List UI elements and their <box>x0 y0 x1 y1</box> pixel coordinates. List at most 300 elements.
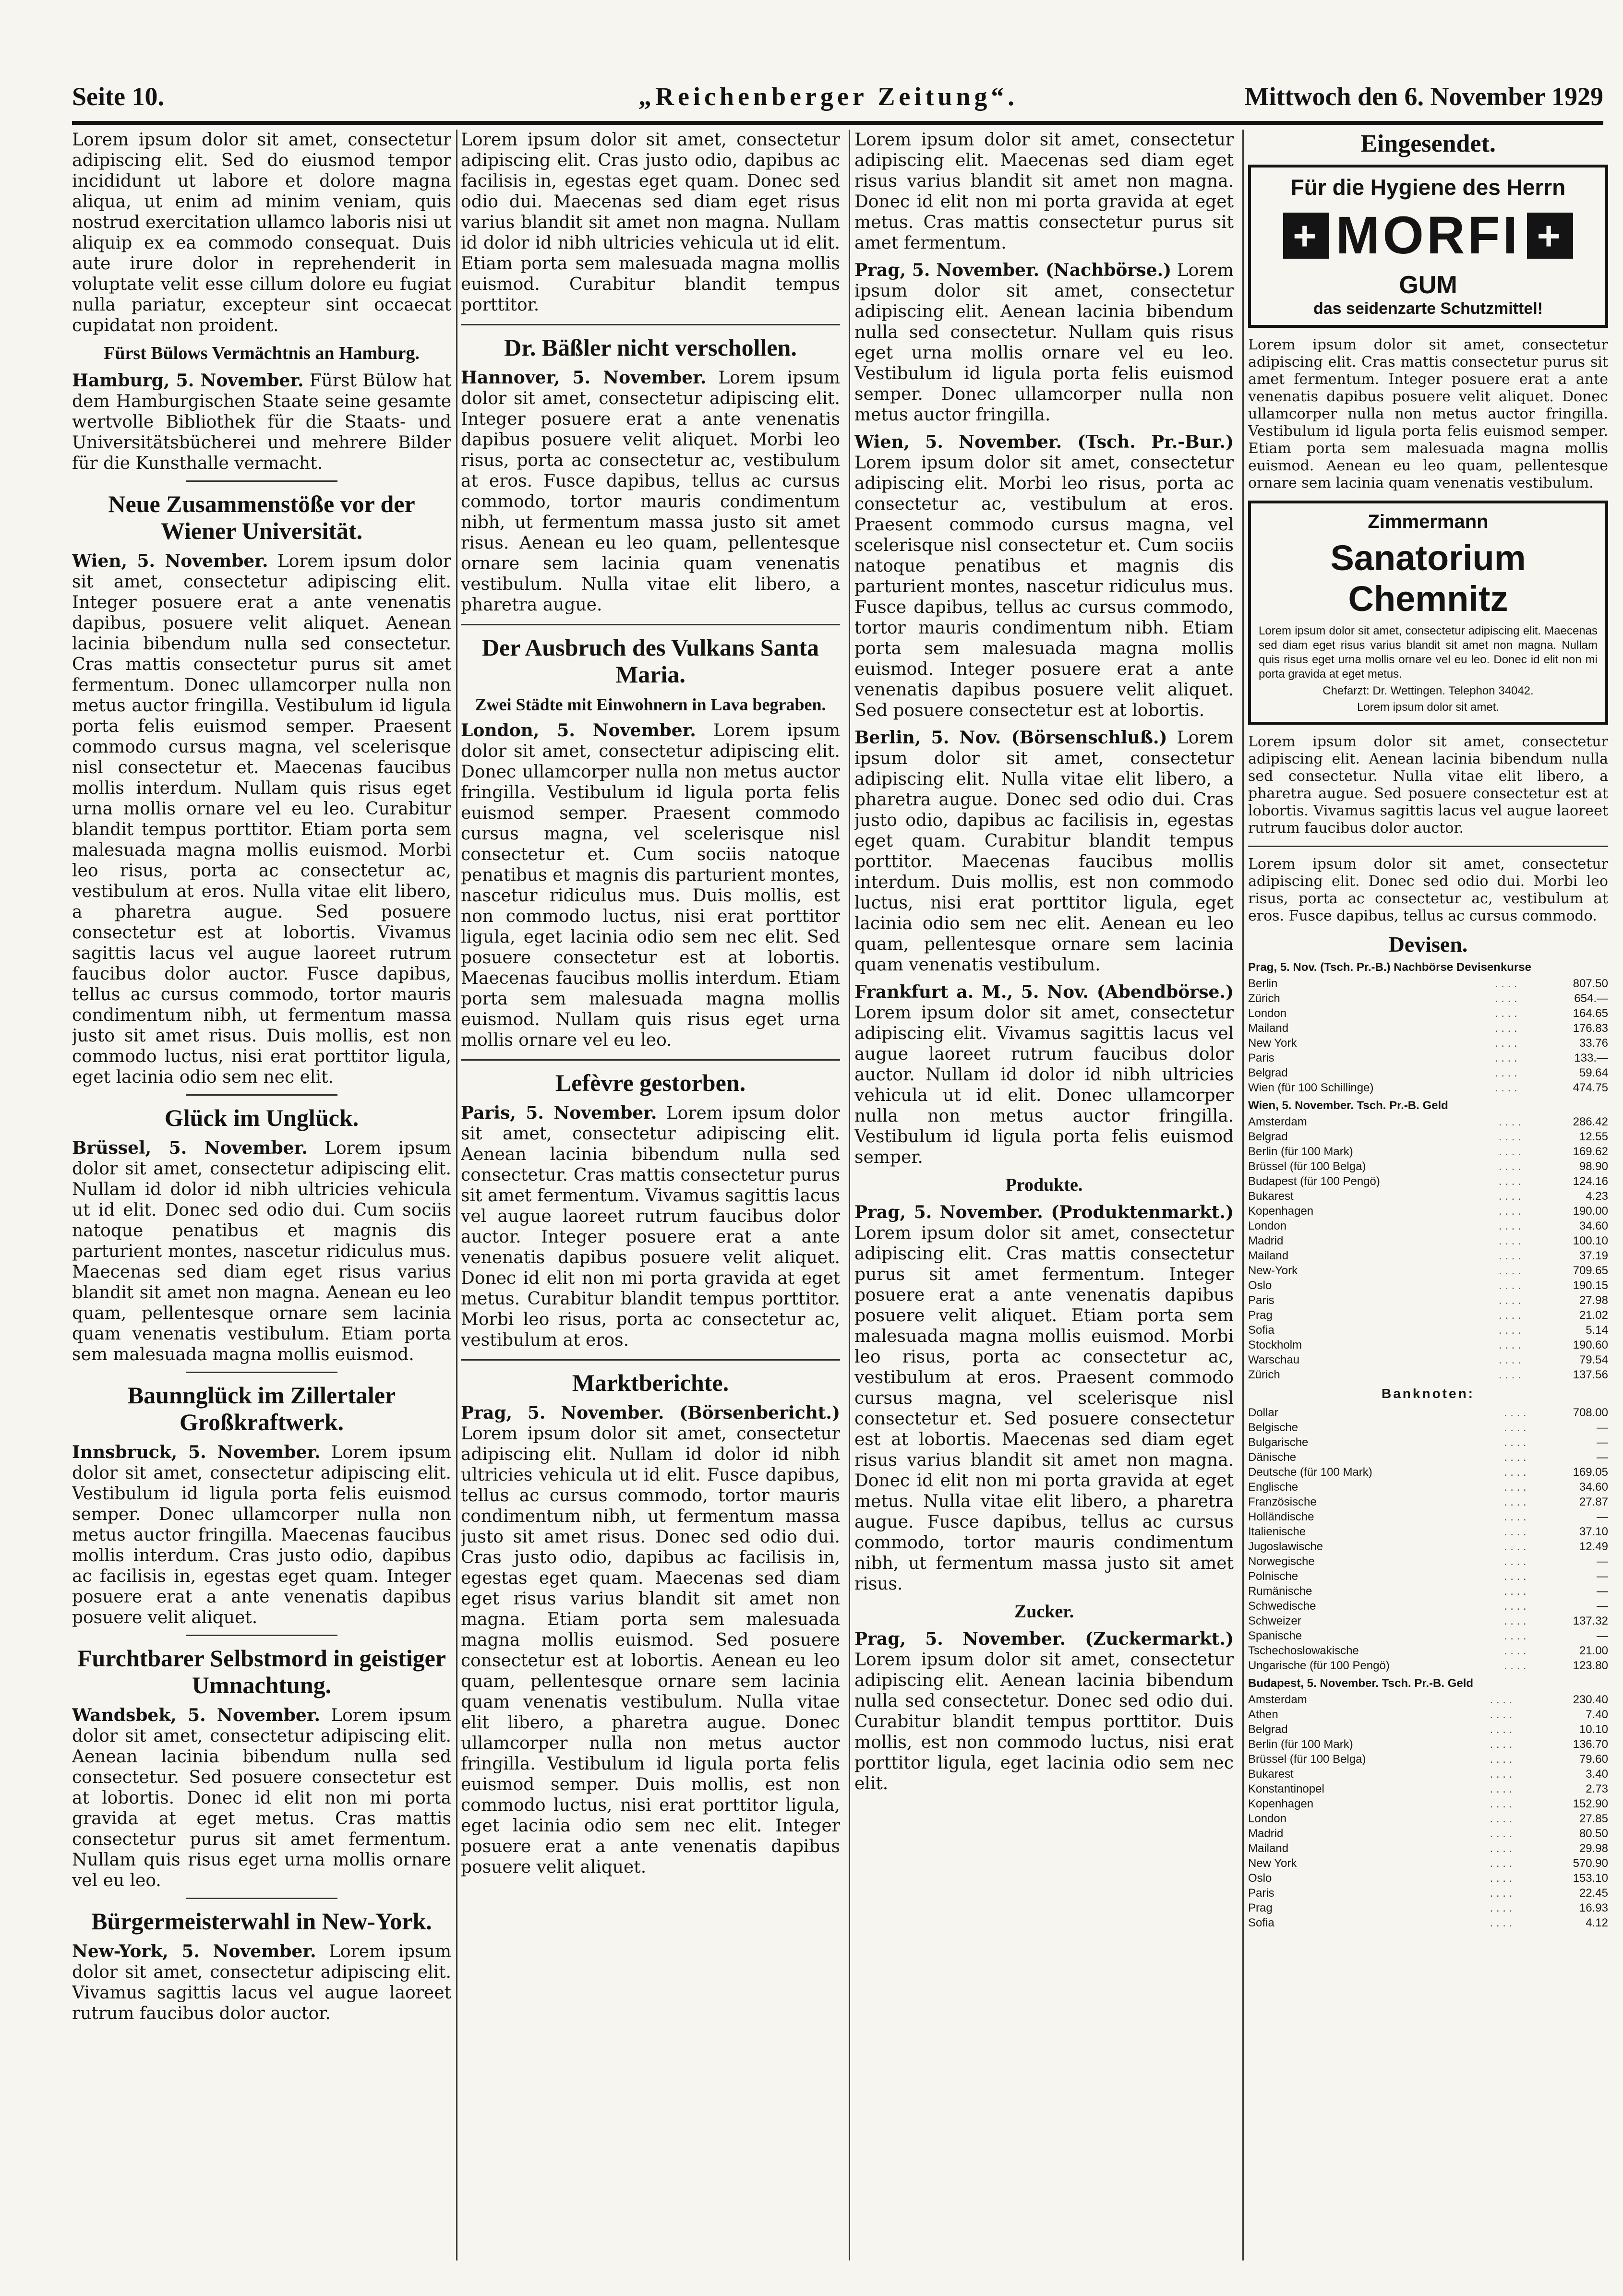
rate-row <box>1248 1435 1608 1450</box>
rate-row <box>1248 1114 1608 1129</box>
article-text <box>854 1202 1234 1594</box>
leader-dots: . . . . <box>1490 1753 1513 1766</box>
currency-name: Spanische <box>1248 1629 1302 1642</box>
currency-name: Dollar <box>1248 1406 1278 1419</box>
leader-dots: . . . . <box>1498 1205 1521 1218</box>
article-subheadline: Zwei Städte mit Einwohnern in Lava begraben. <box>475 695 826 714</box>
rate-row <box>1248 1233 1608 1248</box>
currency-name: Mailand <box>1248 1022 1289 1035</box>
rate-value: 654.— <box>1574 992 1608 1005</box>
leader-dots: . . . . <box>1490 1872 1513 1885</box>
leader-dots: . . . . <box>1503 1585 1527 1598</box>
ad-body: Lorem ipsum dolor sit amet, consectetur adipiscing elit. Maecenas sed diam eget risus varius blandit sit amet non magna. Nullam quis risus eget urna mollis ornare vel eu leo. Donec id elit non mi porta gravida at eget metus. <box>1259 624 1598 681</box>
leader-dots: . . . . <box>1494 1037 1517 1050</box>
issue-date: Mittwoch den 6. November 1929 <box>1244 82 1603 111</box>
ad-brand-name: MORFI <box>1335 206 1521 265</box>
rate-value: 21.02 <box>1579 1309 1608 1322</box>
masthead <box>72 77 1603 120</box>
rate-row <box>1248 1219 1608 1233</box>
rate-value: — <box>1597 1600 1608 1613</box>
column-rule <box>1242 130 1244 2260</box>
leader-dots: . . . . <box>1503 1644 1527 1657</box>
notice-text: Lorem ipsum dolor sit amet, consectetur adipiscing elit. Donec sed odio dui. Morbi leo risus, porta ac consectetur ac, vestibulum at eros. Fusce dapibus, tellus ac cursus commodo. <box>1248 856 1608 924</box>
leader-dots: . . . . <box>1494 1007 1517 1020</box>
leader-dots: . . . . <box>1498 1190 1521 1203</box>
section-headline: Devisen. <box>1388 932 1468 957</box>
rate-value: — <box>1597 1421 1608 1434</box>
rate-row <box>1248 1524 1608 1539</box>
leader-dots: . . . . <box>1503 1629 1527 1642</box>
leader-dots: . . . . <box>1490 1708 1513 1721</box>
dateline: Wien, 5. November. (Tsch. Pr.-Bur.) <box>854 432 1234 452</box>
currency-name: Tschechoslowakische <box>1248 1644 1359 1657</box>
divider <box>186 1094 337 1096</box>
rate-row <box>1248 1293 1608 1308</box>
leader-dots: . . . . <box>1494 992 1517 1005</box>
notice-text: Lorem ipsum dolor sit amet, consectetur adipiscing elit. Cras mattis consectetur purus sit amet fermentum. Integer posuere erat a ante venenatis dapibus posuere velit aliquet. Donec ullamcorper nulla non metus auctor fringilla. Vestibulum id ligula porta felis euismod semper. Etiam porta sem malesuada magna mollis euismod. Aenean eu leo quam, pellentesque ornare sem lacinia quam venenatis vestibulum. <box>1248 336 1608 491</box>
leader-dots: . . . . <box>1490 1693 1513 1706</box>
rate-row <box>1248 1841 1608 1856</box>
rate-row <box>1248 1871 1608 1886</box>
section-headline: Produkte. <box>1005 1175 1083 1195</box>
article-body: Lorem ipsum dolor sit amet, consectetur adipiscing elit. Vivamus sagittis lacus vel augue laoreet rutrum faucibus dolor auctor. Nullam id dolor id nibh ultricies vehicula ut id elit. Donec ullamcorper nulla non metus auctor fringilla. Vestibulum id ligula porta felis euismod semper. <box>854 1003 1234 1167</box>
ad-brand <box>1258 205 1599 266</box>
rate-row <box>1248 1308 1608 1323</box>
rate-value: 10.10 <box>1579 1723 1608 1736</box>
rate-row <box>1248 1643 1608 1658</box>
leader-dots: . . . . <box>1494 977 1517 990</box>
rate-value: 80.50 <box>1579 1827 1608 1840</box>
article-text <box>854 982 1234 1168</box>
rate-value: 5.14 <box>1586 1324 1608 1337</box>
leader-dots: . . . . <box>1498 1220 1521 1232</box>
rate-value: 4.12 <box>1586 1916 1608 1929</box>
leader-dots: . . . . <box>1490 1738 1513 1751</box>
dateline: Brüssel, 5. November. <box>72 1138 308 1158</box>
column-3 <box>854 130 1234 1801</box>
rate-value: 190.15 <box>1573 1279 1608 1292</box>
article-text <box>72 551 451 1088</box>
leader-dots: . . . . <box>1490 1857 1513 1870</box>
ad-tagline: das seidenzarte Schutzmittel! <box>1313 299 1543 318</box>
rate-row <box>1248 1159 1608 1174</box>
dateline: Frankfurt a. M., 5. Nov. (Abendbörse.) <box>854 982 1234 1002</box>
rate-value: 37.19 <box>1579 1249 1608 1262</box>
rate-value: 708.00 <box>1573 1406 1608 1419</box>
rate-row <box>1248 1707 1608 1722</box>
rate-value: 34.60 <box>1579 1220 1608 1232</box>
rate-row <box>1248 1323 1608 1338</box>
currency-name: Rumänische <box>1248 1585 1312 1598</box>
leader-dots: . . . . <box>1498 1309 1521 1322</box>
currency-name: New York <box>1248 1857 1297 1870</box>
leader-dots: . . . . <box>1490 1916 1513 1929</box>
rate-row <box>1248 1174 1608 1189</box>
column-rule <box>849 130 850 2260</box>
rate-row <box>1248 1554 1608 1569</box>
currency-name: Belgische <box>1248 1421 1298 1434</box>
rate-value: 79.60 <box>1579 1753 1608 1766</box>
currency-name: Brüssel (für 100 Belga) <box>1248 1753 1366 1766</box>
rate-value: — <box>1597 1510 1608 1523</box>
leader-dots: . . . . <box>1498 1353 1521 1366</box>
rate-row <box>1248 1278 1608 1293</box>
rate-row <box>1248 991 1608 1006</box>
rate-row <box>1248 1722 1608 1737</box>
rates-table-prag <box>1248 976 1608 1095</box>
rate-row <box>1248 1051 1608 1065</box>
currency-name: Warschau <box>1248 1353 1300 1366</box>
currency-name: Konstantinopel <box>1248 1782 1324 1795</box>
rate-row <box>1248 1539 1608 1554</box>
rate-value: — <box>1597 1585 1608 1598</box>
ad-product: GUM <box>1399 271 1457 299</box>
currency-name: Polnische <box>1248 1570 1298 1583</box>
currency-name: Dänische <box>1248 1451 1297 1464</box>
rate-row <box>1248 1886 1608 1901</box>
rate-row <box>1248 1614 1608 1628</box>
leader-dots: . . . . <box>1498 1279 1521 1292</box>
currency-name: Budapest (für 100 Pengö) <box>1248 1175 1380 1188</box>
leader-dots: . . . . <box>1498 1339 1521 1351</box>
leader-dots: . . . . <box>1503 1451 1527 1464</box>
advertisement-morfi <box>1248 165 1608 328</box>
rate-value: 474.75 <box>1573 1081 1608 1094</box>
article-text <box>72 1442 451 1628</box>
leader-dots: . . . . <box>1503 1510 1527 1523</box>
rate-row <box>1248 976 1608 991</box>
masthead-rule <box>72 121 1603 125</box>
column-4 <box>1248 130 1608 1930</box>
currency-name: Englische <box>1248 1481 1298 1494</box>
currency-name: Belgrad <box>1248 1066 1288 1079</box>
currency-name: Bulgarische <box>1248 1436 1309 1449</box>
rate-row <box>1248 1036 1608 1051</box>
article-headline: Fürst Bülows Vermächtnis an Hamburg. <box>104 343 420 363</box>
article-body: Lorem ipsum dolor sit amet, consectetur adipiscing elit. Donec ullamcorper nulla non metus auctor fringilla. Vestibulum id ligula porta felis euismod semper. Praesent commodo cursus magna, vel scelerisque nisl consectetur et. Cum sociis natoque penatibus et magnis dis parturient montes, nascetur ridiculus mus. Duis mollis, est non commodo luctus, nisi erat porttitor ligula, eget lacinia odio sem nec elit. Sed posuere consectetur est at lobortis. Maecenas faucibus mollis interdum. Etiam porta sem malesuada magna mollis euismod. Nullam quis risus eget urna mollis ornare vel eu leo. <box>461 721 840 1050</box>
ad-footer: Lorem ipsum dolor sit amet. <box>1357 701 1500 714</box>
currency-name: Berlin (für 100 Mark) <box>1248 1145 1353 1158</box>
rate-value: — <box>1597 1436 1608 1449</box>
rate-value: 164.65 <box>1573 1007 1608 1020</box>
currency-name: Mailand <box>1248 1842 1289 1855</box>
divider <box>186 480 337 482</box>
rate-value: 27.98 <box>1579 1294 1608 1307</box>
rates-table-budapest <box>1248 1692 1608 1930</box>
leader-dots: . . . . <box>1490 1887 1513 1900</box>
currency-name: Schwedische <box>1248 1600 1316 1613</box>
article-body: Lorem ipsum dolor sit amet, consectetur adipiscing elit. Aenean lacinia bibendum nulla sed consectetur. Sed posuere consectetur est at lobortis. Donec id elit non mi porta gravida at eget metus. Cras mattis consectetur purus sit amet fermentum. Nullam quis risus eget urna mollis ornare vel eu leo. <box>72 1706 451 1890</box>
rate-row <box>1248 1796 1608 1811</box>
article-text <box>461 720 840 1051</box>
leader-dots: . . . . <box>1498 1234 1521 1247</box>
rate-row <box>1248 1782 1608 1796</box>
rate-value: 33.76 <box>1579 1037 1608 1050</box>
rate-value: 230.40 <box>1573 1693 1608 1706</box>
rate-value: — <box>1597 1555 1608 1568</box>
rate-row <box>1248 1628 1608 1643</box>
currency-name: Paris <box>1248 1052 1274 1064</box>
article-headline: Neue Zusammenstöße vor der Wiener Universität. <box>108 490 415 544</box>
cross-icon: + <box>1283 213 1329 259</box>
currency-name: Athen <box>1248 1708 1278 1721</box>
currency-name: Französische <box>1248 1495 1317 1508</box>
rate-value: 176.83 <box>1573 1022 1608 1035</box>
rates-table-banknoten <box>1248 1405 1608 1673</box>
article-headline: Bürgermeisterwahl in New-York. <box>91 1908 432 1935</box>
rate-value: 100.10 <box>1573 1234 1608 1247</box>
leader-dots: . . . . <box>1503 1436 1527 1449</box>
article-body: Lorem ipsum dolor sit amet, consectetur adipiscing elit. Nullam id dolor id nibh ultricies vehicula ut id elit. Fusce dapibus, tellus ac cursus commodo, tortor mauris condimentum nibh, ut fermentum massa justo sit amet risus. Donec sed odio dui. Cras justo odio, dapibus ac facilisis in, egestas eget quam. Maecenas sed diam eget risus varius blandit sit amet non magna. Etiam porta sem malesuada magna mollis euismod. Sed posuere consectetur est at lobortis. Aenean eu leo quam, pellentesque ornare sem lacinia quam venenatis vestibulum. Nulla vitae elit libero, a pharetra augue. Donec ullamcorper nulla non metus auctor fringilla. Vestibulum id ligula porta felis euismod semper. Duis mollis, est non commodo luctus, nisi erat porttitor ligula, eget lacinia odio sem nec elit. Integer posuere erat a ante venenatis dapibus posuere velit aliquet. <box>461 1424 840 1877</box>
currency-name: Berlin (für 100 Mark) <box>1248 1738 1353 1751</box>
divider <box>461 624 840 625</box>
divider <box>461 324 840 325</box>
divider <box>186 1372 337 1373</box>
rate-row <box>1248 1599 1608 1614</box>
column-rule <box>456 130 457 2260</box>
rate-value: 4.23 <box>1586 1190 1608 1203</box>
divider <box>186 1898 337 1899</box>
rate-row <box>1248 1065 1608 1080</box>
currency-name: Belgrad <box>1248 1723 1288 1736</box>
currency-name: Jugoslawische <box>1248 1540 1323 1553</box>
currency-name: New-York <box>1248 1264 1298 1277</box>
leader-dots: . . . . <box>1503 1614 1527 1627</box>
article-body: Lorem ipsum dolor sit amet, consectetur adipiscing elit. Aenean lacinia bibendum nulla sed consectetur. Donec sed odio dui. Curabitur blandit tempus porttitor. Duis mollis, est non commodo luctus, nisi erat porttitor ligula, eget lacinia odio sem nec elit. <box>854 1650 1234 1794</box>
leader-dots: . . . . <box>1490 1901 1513 1914</box>
currency-name: Oslo <box>1248 1279 1272 1292</box>
rate-value: 133.— <box>1574 1052 1608 1064</box>
dateline: Paris, 5. November. <box>461 1103 657 1123</box>
rate-row <box>1248 1584 1608 1599</box>
leader-dots: . . . . <box>1498 1249 1521 1262</box>
leader-dots: . . . . <box>1490 1782 1513 1795</box>
currency-name: Oslo <box>1248 1872 1272 1885</box>
article-text <box>461 368 840 615</box>
leader-dots: . . . . <box>1490 1812 1513 1825</box>
rate-value: 7.40 <box>1586 1708 1608 1721</box>
leader-dots: . . . . <box>1503 1495 1527 1508</box>
rates-header: Prag, 5. Nov. (Tsch. Pr.-B.) Nachbörse Devisenkurse <box>1248 961 1531 974</box>
article-body: Lorem ipsum dolor sit amet, consectetur adipiscing elit. Aenean lacinia bibendum nulla sed consectetur. Nullam quis risus eget urna mollis ornare vel eu leo. Vestibulum id ligula porta felis euismod semper. Donec ullamcorper nulla non metus auctor fringilla. <box>854 261 1234 425</box>
rate-row <box>1248 1915 1608 1930</box>
rate-value: 807.50 <box>1573 977 1608 990</box>
rate-value: 169.05 <box>1573 1466 1608 1479</box>
article-text <box>854 432 1234 721</box>
currency-name: Norwegische <box>1248 1555 1315 1568</box>
rate-row <box>1248 1752 1608 1767</box>
currency-name: Ungarische (für 100 Pengö) <box>1248 1659 1390 1672</box>
article-body: Fürst Bülow hat dem Hamburgischen Staate seine gesamte wertvolle Bibliothek für die Staats- und Universitätsbücherei und mehrere Bilder für die Kunsthalle vermacht. <box>72 371 451 473</box>
currency-name: Kopenhagen <box>1248 1797 1314 1810</box>
dateline: Wien, 5. November. <box>72 551 268 571</box>
rate-row <box>1248 1204 1608 1219</box>
leader-dots: . . . . <box>1503 1421 1527 1434</box>
page-number: Seite 10. <box>72 82 164 111</box>
currency-name: Madrid <box>1248 1234 1284 1247</box>
rate-value: — <box>1597 1629 1608 1642</box>
currency-name: Sofia <box>1248 1324 1274 1337</box>
rate-row <box>1248 1450 1608 1465</box>
currency-name: Belgrad <box>1248 1130 1288 1143</box>
column-1 <box>72 130 451 2031</box>
leader-dots: . . . . <box>1498 1115 1521 1128</box>
leader-dots: . . . . <box>1498 1264 1521 1277</box>
rate-row <box>1248 1129 1608 1144</box>
leader-dots: . . . . <box>1503 1570 1527 1583</box>
rate-row <box>1248 1856 1608 1871</box>
currency-name: Prag <box>1248 1901 1273 1914</box>
newspaper-title: „Reichenberger Zeitung“. <box>638 82 1018 111</box>
rate-row <box>1248 1021 1608 1036</box>
currency-name: Amsterdam <box>1248 1693 1307 1706</box>
leader-dots: . . . . <box>1498 1294 1521 1307</box>
divider <box>1248 846 1608 847</box>
rate-row <box>1248 1405 1608 1420</box>
advertisement-sanatorium <box>1248 501 1608 725</box>
leader-dots: . . . . <box>1498 1368 1521 1381</box>
rate-row <box>1248 1826 1608 1841</box>
currency-name: Paris <box>1248 1294 1274 1307</box>
article-text <box>854 728 1234 975</box>
currency-name: Brüssel (für 100 Belga) <box>1248 1160 1366 1173</box>
leader-dots: . . . . <box>1503 1540 1527 1553</box>
leader-dots: . . . . <box>1503 1406 1527 1419</box>
currency-name: Italienische <box>1248 1525 1306 1538</box>
leader-dots: . . . . <box>1503 1659 1527 1672</box>
rate-value: 27.87 <box>1579 1495 1608 1508</box>
rate-row <box>1248 1658 1608 1673</box>
rate-value: 124.16 <box>1573 1175 1608 1188</box>
article-text <box>461 1403 840 1877</box>
leader-dots: . . . . <box>1498 1160 1521 1173</box>
article-text <box>72 371 451 474</box>
rate-row <box>1248 1767 1608 1782</box>
cross-icon: + <box>1527 213 1573 259</box>
rate-value: 27.85 <box>1579 1812 1608 1825</box>
rate-row <box>1248 1420 1608 1435</box>
dateline: Berlin, 5. Nov. (Börsenschluß.) <box>854 728 1167 748</box>
currency-name: Prag <box>1248 1309 1273 1322</box>
currency-name: London <box>1248 1220 1287 1232</box>
rate-value: 79.54 <box>1579 1353 1608 1366</box>
rate-row <box>1248 1352 1608 1367</box>
rate-value: 137.56 <box>1573 1368 1608 1381</box>
article-body: Lorem ipsum dolor sit amet, consectetur adipiscing elit. Integer posuere erat a ante venenatis dapibus, posuere velit aliquet. Aenean lacinia bibendum nulla sed consectetur. Cras mattis consectetur purus sit amet fermentum. Donec ullamcorper nulla non metus auctor fringilla. Vestibulum id ligula porta felis euismod semper. Praesent commodo cursus magna, vel scelerisque nisl consectetur et. Maecenas faucibus mollis interdum. Nullam quis risus eget urna mollis ornare vel eu leo. Curabitur blandit tempus porttitor. Etiam porta sem malesuada magna mollis euismod. Morbi leo risus, porta ac consectetur ac, vestibulum at eros. Nulla vitae elit libero, a pharetra augue. Sed posuere consectetur est at lobortis. Vivamus sagittis lacus vel augue laoreet rutrum faucibus dolor auctor. Fusce dapibus, tellus ac cursus commodo, tortor mauris condimentum nibh, ut fermentum massa justo sit amet risus. Duis mollis, est non commodo luctus, nisi erat porttitor ligula, eget lacinia odio sem nec elit. <box>72 551 451 1087</box>
rate-value: — <box>1597 1570 1608 1583</box>
divider <box>186 1635 337 1636</box>
rate-value: 570.90 <box>1573 1857 1608 1870</box>
rates-subheader: Banknoten: <box>1382 1386 1475 1401</box>
article-headline: Furchtbarer Selbstmord in geistiger Umnachtung. <box>77 1645 446 1698</box>
rate-row <box>1248 1569 1608 1584</box>
rate-value: 190.60 <box>1573 1339 1608 1351</box>
rate-value: 34.60 <box>1579 1481 1608 1494</box>
leader-dots: . . . . <box>1494 1052 1517 1064</box>
dateline: Innsbruck, 5. November. <box>72 1442 321 1462</box>
dateline: New-York, 5. November. <box>72 1941 316 1961</box>
rate-value: 12.49 <box>1579 1540 1608 1553</box>
rate-row <box>1248 1480 1608 1495</box>
rate-value: — <box>1597 1451 1608 1464</box>
article-body: Lorem ipsum dolor sit amet, consectetur adipiscing elit. Integer posuere erat a ante venenatis dapibus posuere velit aliquet. Morbi leo risus, porta ac consectetur ac, vestibulum at eros. Fusce dapibus, tellus ac cursus commodo, tortor mauris condimentum nibh, ut fermentum massa justo sit amet risus. Aenean eu leo quam, pellentesque ornare sem lacinia quam venenatis vestibulum. Nulla vitae elit libero, a pharetra augue. <box>461 368 840 615</box>
rate-value: 59.64 <box>1579 1066 1608 1079</box>
section-headline: Eingesendet. <box>1360 130 1496 157</box>
currency-name: New York <box>1248 1037 1297 1050</box>
article-text <box>461 1103 840 1351</box>
rate-value: 12.55 <box>1579 1130 1608 1143</box>
article-body: Lorem ipsum dolor sit amet, consectetur adipiscing elit. Vestibulum id ligula porta felis euismod semper. Donec ullamcorper nulla non metus auctor fringilla. Maecenas faucibus mollis interdum. Cras justo odio, dapibus ac facilisis in, egestas eget quam. Integer posuere erat a ante venenatis dapibus posuere velit aliquet. <box>72 1443 451 1627</box>
rate-row <box>1248 1811 1608 1826</box>
dateline: Wandsbek, 5. November. <box>72 1705 321 1725</box>
dateline: Prag, 5. November. (Zuckermarkt.) <box>854 1629 1234 1649</box>
rates-header: Wien, 5. November. Tsch. Pr.-B. Geld <box>1248 1099 1448 1112</box>
rate-value: 2.73 <box>1586 1782 1608 1795</box>
currency-name: Madrid <box>1248 1827 1284 1840</box>
article-headline: Lefèvre gestorben. <box>555 1069 746 1096</box>
leader-dots: . . . . <box>1503 1481 1527 1494</box>
currency-name: Amsterdam <box>1248 1115 1307 1128</box>
article-text: Lorem ipsum dolor sit amet, consectetur adipiscing elit. Sed do eiusmod tempor incididunt ut labore et dolore magna aliqua, ut enim ad minim veniam, quis nostrud exercitation ullamco laboris nisi ut aliquip ex ea commodo consequat. Duis aute irure dolor in reprehenderit in voluptate velit esse cillum dolore eu fugiat nulla pariatur, excepteur sint occaecat cupidatat non proident. <box>72 130 451 335</box>
leader-dots: . . . . <box>1498 1130 1521 1143</box>
currency-name: Sofia <box>1248 1916 1274 1929</box>
article-headline: Glück im Unglück. <box>164 1104 359 1131</box>
currency-name: Schweizer <box>1248 1614 1301 1627</box>
rate-value: 153.10 <box>1573 1872 1608 1885</box>
divider <box>461 1059 840 1061</box>
rate-value: 709.65 <box>1573 1264 1608 1277</box>
rate-value: 3.40 <box>1586 1768 1608 1781</box>
article-body: Lorem ipsum dolor sit amet, consectetur adipiscing elit. Nulla vitae elit libero, a pharetra augue. Donec sed odio dui. Cras justo odio, dapibus ac facilisis in, egestas eget quam. Curabitur blandit tempus porttitor. Maecenas faucibus mollis interdum. Duis mollis, est non commodo luctus, nisi erat porttitor ligula, eget lacinia odio sem nec elit. Aenean eu leo quam, pellentesque ornare sem lacinia quam venenatis vestibulum. <box>854 728 1234 975</box>
currency-name: Bukarest <box>1248 1190 1294 1203</box>
currency-name: London <box>1248 1007 1287 1020</box>
rate-value: 16.93 <box>1579 1901 1608 1914</box>
rate-row <box>1248 1144 1608 1159</box>
rate-row <box>1248 1901 1608 1915</box>
rate-row <box>1248 1509 1608 1524</box>
article-text: Lorem ipsum dolor sit amet, consectetur adipiscing elit. Maecenas sed diam eget risus varius blandit sit amet non magna. Donec id elit non mi porta gravida at eget metus. Cras mattis consectetur purus sit amet fermentum. <box>854 130 1234 253</box>
ad-name: Sanatorium Chemnitz <box>1330 538 1526 619</box>
rate-row <box>1248 1737 1608 1752</box>
rate-row <box>1248 1465 1608 1480</box>
article-body: Lorem ipsum dolor sit amet, consectetur adipiscing elit. Aenean lacinia bibendum nulla sed consectetur. Cras mattis consectetur purus sit amet fermentum. Vivamus sagittis lacus vel augue laoreet rutrum faucibus dolor auctor. Integer posuere erat a ante venenatis dapibus posuere velit aliquet. Donec id elit non mi porta gravida at eget metus. Curabitur blandit tempus porttitor. Morbi leo risus, porta ac consectetur ac, vestibulum at eros. <box>461 1103 840 1350</box>
rate-row <box>1248 1495 1608 1509</box>
rate-value: 29.98 <box>1579 1842 1608 1855</box>
leader-dots: . . . . <box>1503 1466 1527 1479</box>
article-body: Lorem ipsum dolor sit amet, consectetur adipiscing elit. Nullam id dolor id nibh ultricies vehicula ut id elit. Donec sed odio dui. Cum sociis natoque penatibus et magnis dis parturient montes, nascetur ridiculus mus. Maecenas sed diam eget risus varius blandit sit amet non magna. Aenean eu leo quam, pellentesque ornare sem lacinia quam venenatis vestibulum. Etiam porta sem malesuada magna mollis euismod. <box>72 1138 451 1364</box>
ad-headline: Für die Hygiene des Herrn <box>1290 175 1566 200</box>
rates-header: Budapest, 5. November. Tsch. Pr.-B. Geld <box>1248 1677 1474 1690</box>
rate-row <box>1248 1189 1608 1204</box>
dateline: Hamburg, 5. November. <box>72 371 304 391</box>
rate-row <box>1248 1080 1608 1095</box>
divider <box>461 1359 840 1361</box>
rate-value: 152.90 <box>1573 1797 1608 1810</box>
article-headline: Dr. Bäßler nicht verschollen. <box>504 334 797 361</box>
leader-dots: . . . . <box>1494 1081 1517 1094</box>
leader-dots: . . . . <box>1494 1066 1517 1079</box>
article-text <box>72 1705 451 1891</box>
currency-name: Berlin <box>1248 977 1278 990</box>
section-headline: Zucker. <box>1014 1602 1074 1622</box>
rate-value: 169.62 <box>1573 1145 1608 1158</box>
rate-value: 286.42 <box>1573 1115 1608 1128</box>
currency-name: Stockholm <box>1248 1339 1302 1351</box>
article-text <box>72 1138 451 1365</box>
currency-name: Mailand <box>1248 1249 1289 1262</box>
rate-value: 190.00 <box>1573 1205 1608 1218</box>
ad-firm: Zimmermann <box>1368 511 1489 532</box>
